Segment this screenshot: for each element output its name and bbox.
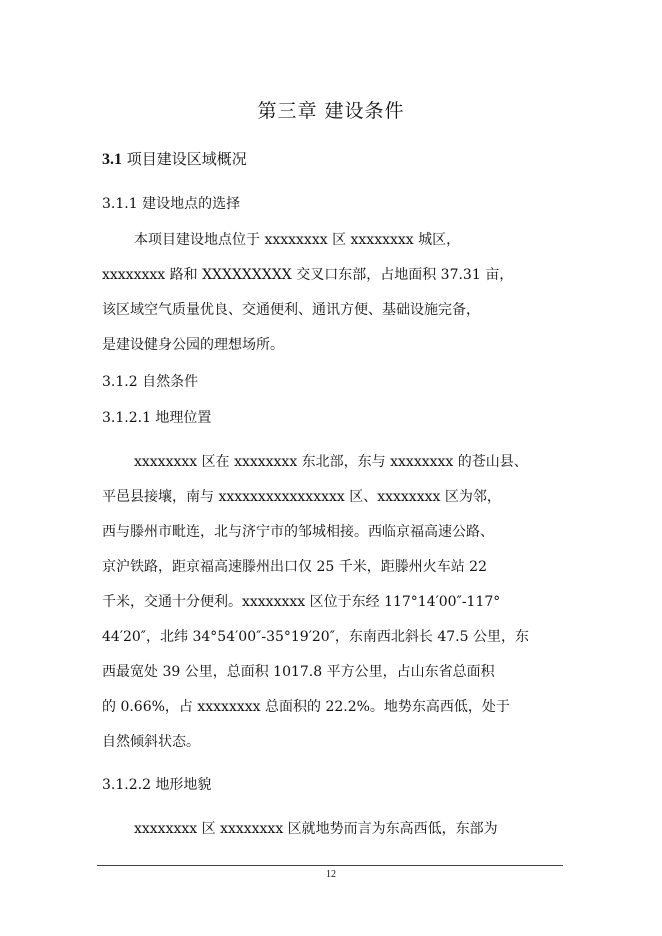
section-number: 3.1 xyxy=(102,151,122,168)
paragraph-line: xxxxxxxx 区 xxxxxxxx 区就地势而言为东高西低，东部为 xyxy=(134,821,498,837)
paragraph-line: 千米，交通十分便利。xxxxxxxx 区位于东经 117°14′00″-117° xyxy=(102,594,501,610)
paragraph-line: 平邑县接壤，南与 xxxxxxxxxxxxxxxx 区、xxxxxxxx 区为邻， xyxy=(102,489,501,505)
section-title: 项目建设区域概况 xyxy=(122,150,247,168)
chapter-title: 第三章 建设条件 xyxy=(257,100,405,122)
paragraph-line: 是建设健身公园的理想场所。 xyxy=(102,337,284,353)
paragraph-line: 西与滕州市毗连，北与济宁市的邹城相接。西临京福高速公路、 xyxy=(102,524,494,540)
paragraph-line: 的 0.66%，占 xxxxxxxx 总面积的 22.2%。地势东高西低，处于 xyxy=(102,699,510,715)
paragraph-line: 西最宽处 39 公里，总面积 1017.8 平方公里，占山东省总面积 xyxy=(102,664,495,680)
section-heading-3-1-2: 3.1.2 自然条件 xyxy=(102,374,199,390)
paragraph-line: 本项目建设地点位于 xxxxxxxx 区 xxxxxxxx 城区， xyxy=(134,232,461,248)
section-heading-3-1-1: 3.1.1 建设地点的选择 xyxy=(102,196,241,212)
section-heading-3-1-2-2: 3.1.2.2 地形地貌 xyxy=(102,777,212,793)
paragraph-line: 自然倾斜状态。 xyxy=(102,734,200,750)
paragraph-line: 该区域空气质量优良、交通便利、通讯方便、基础设施完备， xyxy=(102,302,480,318)
section-heading-3-1 xyxy=(102,148,247,169)
paragraph-line: 京沪铁路，距京福高速滕州出口仅 25 千米，距滕州火车站 22 xyxy=(102,559,487,575)
section-heading-3-1-2-1: 3.1.2.1 地理位置 xyxy=(102,410,212,426)
footer-divider xyxy=(97,865,563,866)
page-number: 12 xyxy=(326,869,336,880)
paragraph-line: xxxxxxxx 路和 XXXXXXXXX 交叉口东部，占地面积 37.31 亩， xyxy=(102,267,514,283)
paragraph-line: xxxxxxxx 区在 xxxxxxxx 东北部，东与 xxxxxxxx 的苍山县、 xyxy=(134,454,528,470)
paragraph-line: 44′20″，北纬 34°54′00″-35°19′20″，东南西北斜长 47.5 公里，东 xyxy=(102,629,529,645)
